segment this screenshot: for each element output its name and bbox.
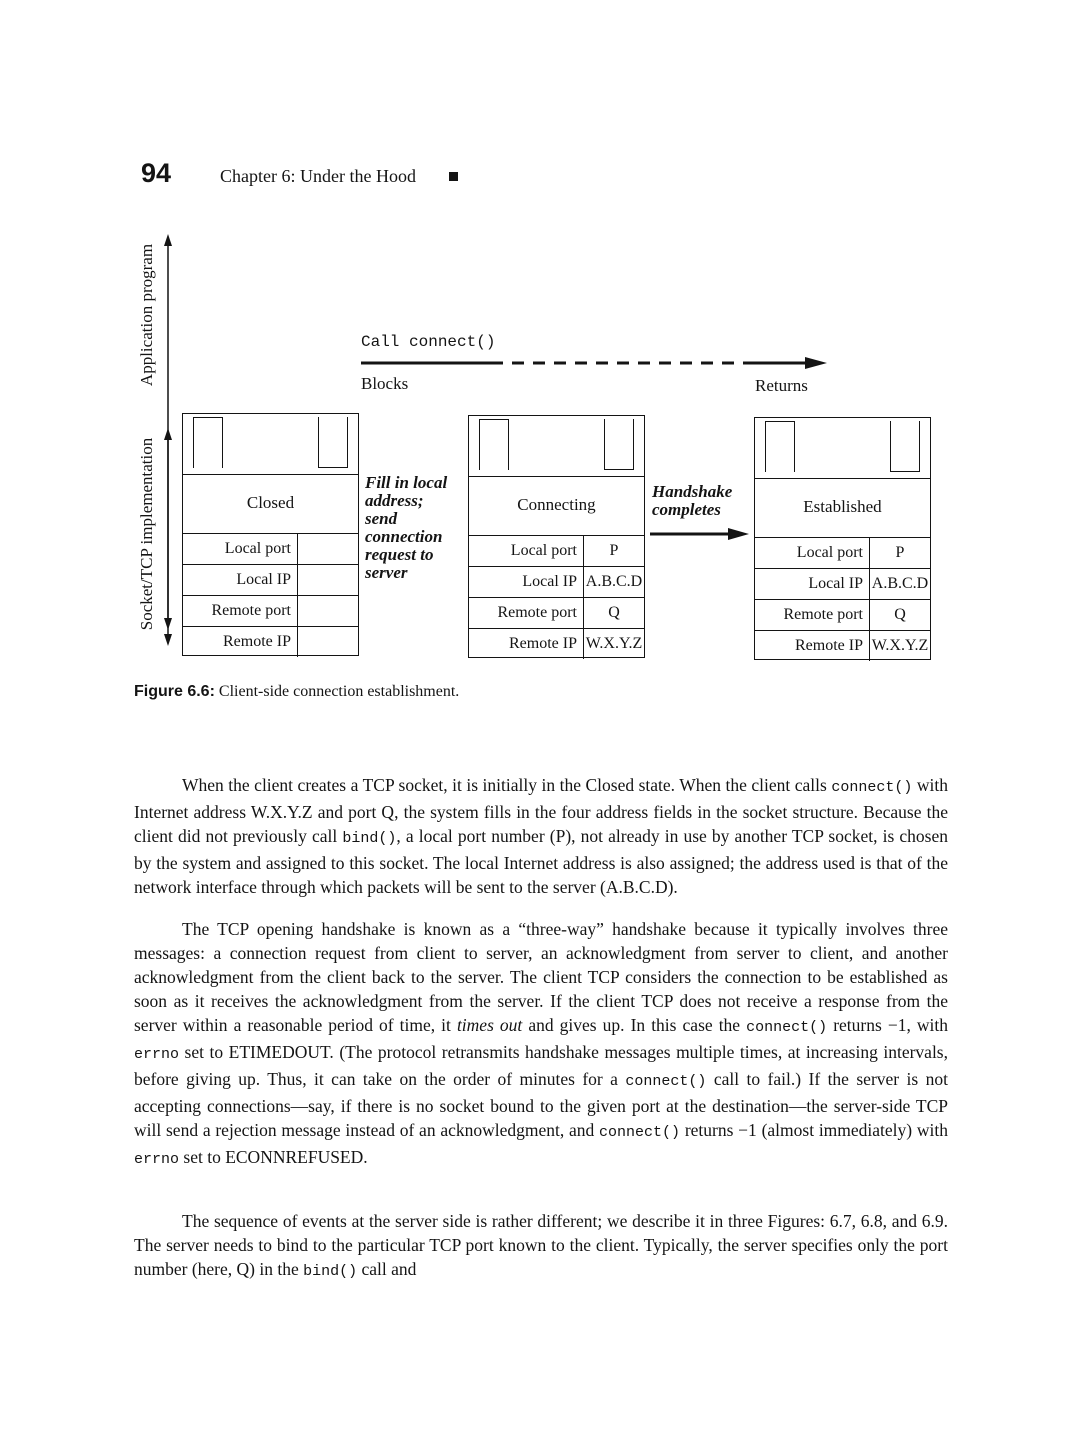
field-label: Local port	[469, 536, 584, 567]
field-value	[298, 534, 359, 565]
figure-label: Figure 6.6:	[134, 683, 215, 700]
table-row	[755, 631, 930, 662]
field-value: P	[584, 536, 645, 567]
field-value: A.B.C.D	[870, 569, 931, 600]
side-arrows	[156, 230, 180, 660]
field-label: Remote IP	[183, 627, 298, 658]
table-row	[469, 567, 644, 598]
socket-handle-icon	[479, 419, 509, 470]
table-row	[469, 629, 644, 660]
field-value: A.B.C.D	[584, 567, 645, 598]
socket-connecting	[468, 415, 645, 658]
socket-established	[754, 417, 931, 660]
socket-fields	[183, 534, 358, 657]
paragraph-3: The sequence of events at the server side is rather different; we describe it in three Figures: 6.7, 6.8, and 6.9. The server needs to bind to the particular TCP port known to the client. Typically, the server specifies only the port number (here, Q) in the bind() call and	[134, 1211, 948, 1280]
field-value	[298, 565, 359, 596]
figure-caption	[134, 683, 459, 701]
socket-fields	[469, 536, 644, 659]
field-label: Remote IP	[469, 629, 584, 660]
arrow-up-icon	[164, 234, 172, 246]
arrow-right-icon	[728, 528, 749, 540]
arrow-up-icon	[164, 428, 172, 440]
paragraph-1: When the client creates a TCP socket, it is initially in the Closed state. When the client calls connect() with Internet address W.X.Y.Z and port Q, the system fills in the four address fields in the socket structure. Because the client did not previously call bind(), a local port number (P), not already in use by another TCP socket, is chosen by the system and assigned to this socket. The local Internet address is also assigned; the address used is that of the network interface through which packets will be sent to the server (A.B.C.D).	[134, 775, 948, 897]
socket-handle-icon	[765, 421, 795, 472]
field-label: Local port	[755, 538, 870, 569]
connect-arrow	[361, 354, 831, 372]
step1-note: Fill in local address; send connection request to server	[365, 473, 448, 582]
field-value	[298, 627, 359, 658]
socket-closed	[182, 413, 359, 656]
step2-note: Handshake completes	[652, 482, 733, 519]
socket-state: Established	[803, 497, 882, 516]
arrow-right-icon	[805, 357, 827, 369]
arrow-down-icon	[164, 634, 172, 646]
blocks-label: Blocks	[361, 374, 409, 393]
field-value: Q	[584, 598, 645, 629]
figure-caption-text: Client-side connection establishment.	[218, 683, 460, 700]
field-label: Local port	[183, 534, 298, 565]
field-label: Remote port	[183, 596, 298, 627]
field-label: Remote IP	[755, 631, 870, 662]
field-value: W.X.Y.Z	[585, 635, 643, 652]
table-row	[183, 596, 358, 627]
header-bullet-icon	[449, 172, 458, 181]
field-label: Local IP	[469, 567, 584, 598]
field-label: Local IP	[755, 569, 870, 600]
field-label: Remote port	[755, 600, 870, 631]
socket-fields	[755, 538, 930, 661]
page-number: 94	[141, 158, 172, 188]
paragraph-2: The TCP opening handshake is known as a “three-way” handshake because it typically involves three messages: a connection request from client to server, an acknowledgment from server to client, and another acknowledgment from the client back to the server. The client TCP considers the connection to be established as soon as it receives the acknowledgment from the server. If the client TCP does not receive a response from the server within a reasonable period of time, it times out and gives up. In this case the connect() returns −1, with errno set to ETIMEDOUT. (The protocol retransmits handshake messages multiple times, at increasing intervals, before giving up. Thus, it can take on the order of minutes for a connect() call to fail.) If the server is not accepting connections—say, if there is no socket bound to the given port at the destination—the server-side TCP will send a rejection message instead of an acknowledgment, and connect() returns −1 (almost immediately) with errno set to ECONNREFUSED.	[134, 919, 948, 1168]
chapter-title: Chapter 6: Under the Hood	[220, 166, 416, 186]
table-row	[469, 536, 644, 567]
handshake-arrow	[650, 526, 752, 542]
table-row	[755, 569, 930, 600]
call-connect-label: Call connect()	[361, 333, 496, 351]
table-row	[183, 565, 358, 596]
returns-label: Returns	[755, 376, 808, 395]
table-row	[469, 598, 644, 629]
field-label: Local IP	[183, 565, 298, 596]
socket-handle-icon	[318, 417, 348, 468]
field-value: W.X.Y.Z	[871, 637, 929, 654]
socket-state: Closed	[246, 493, 295, 512]
socket-handle-icon	[890, 421, 920, 472]
socket-tcp-label: Socket/TCP implementation	[137, 437, 156, 631]
application-program-label: Application program	[137, 243, 156, 387]
table-row	[183, 534, 358, 565]
socket-handle-icon	[193, 417, 223, 468]
table-row	[755, 600, 930, 631]
field-value	[298, 596, 359, 627]
socket-handle-icon	[604, 419, 634, 470]
field-value: Q	[870, 600, 931, 631]
table-row	[755, 538, 930, 569]
table-row	[183, 627, 358, 658]
field-label: Remote port	[469, 598, 584, 629]
socket-state: Connecting	[517, 495, 596, 514]
field-value: P	[870, 538, 931, 569]
